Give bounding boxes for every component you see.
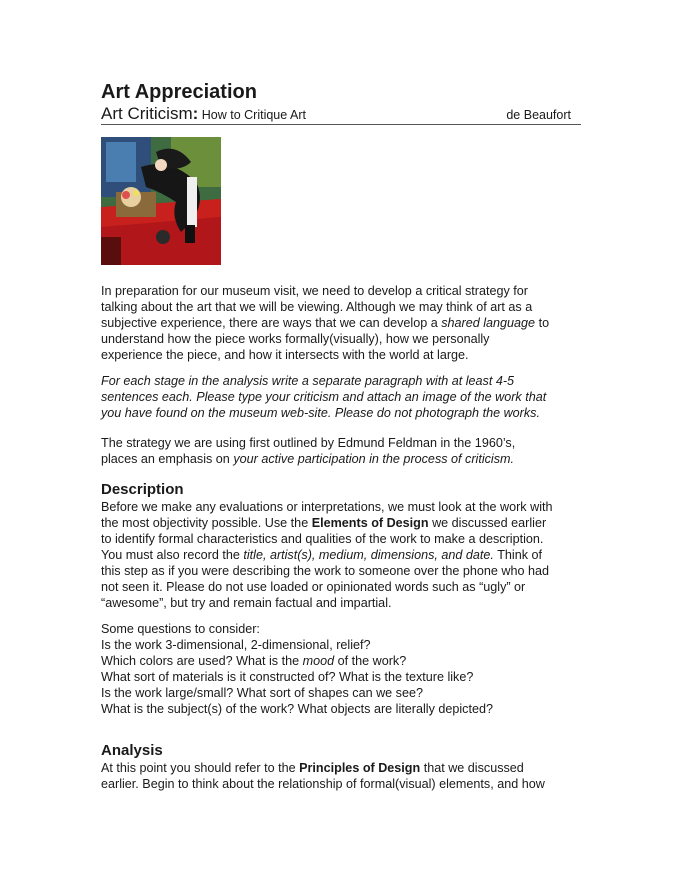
subtitle-row <box>101 104 581 125</box>
emphasis-text: mood <box>302 654 335 668</box>
text-line: In preparation for our museum visit, we need to develop a critical strategy for <box>101 284 528 298</box>
text-line: You must also record the title, artist(s), medium, dimensions, and date. Think of <box>101 548 542 562</box>
text-line: to identify formal characteristics and qualities of the work to make a description. <box>101 532 544 546</box>
description-paragraph <box>101 499 591 611</box>
bold-term: Elements of Design <box>311 516 429 530</box>
question-item: What sort of materials is it constructed of? What is the texture like? <box>101 670 474 684</box>
text-line: The strategy we are using first outlined by Edmund Feldman in the 1960’s, <box>101 436 516 450</box>
subtitle <box>101 104 306 125</box>
subtitle-secondary-text: How to Critique Art <box>198 108 306 122</box>
question-item: Is the work 3-dimensional, 2-dimensional, relief? <box>101 638 371 652</box>
text-line: places an emphasis on your active participation in the process of criticism. <box>101 452 515 466</box>
text-line: Before we make any evaluations or interpretations, we must look at the work with <box>101 500 553 514</box>
instructions-paragraph <box>101 373 591 421</box>
subtitle-main-text: Art Criticism <box>101 104 193 123</box>
strategy-paragraph <box>101 435 591 467</box>
text-line: this step as if you were describing the work to someone over the phone who had <box>101 564 550 578</box>
painting-image <box>101 137 221 265</box>
emphasis-text: your active participation in the process of criticism. <box>233 452 515 466</box>
painting-illustration <box>101 137 221 265</box>
text-line: experience the piece, and how it intersects with the world at large. <box>101 348 469 362</box>
text-line: not seen it. Please do not use loaded or opinionated words such as “ugly” or <box>101 580 526 594</box>
emphasis-text: shared language <box>441 316 536 330</box>
description-heading: Description <box>101 481 184 498</box>
author-name: de Beaufort <box>506 108 571 122</box>
question-item: What is the subject(s) of the work? What objects are literally depicted? <box>101 702 493 716</box>
text-line: At this point you should refer to the Principles of Design that we discussed <box>101 761 524 775</box>
subtitle-colon: : <box>192 104 199 123</box>
questions-intro: Some questions to consider: <box>101 622 260 636</box>
question-item: Which colors are used? What is the mood of the work? <box>101 654 407 668</box>
text-line: the most objectivity possible. Use the Elements of Design we discussed earlier <box>101 516 547 530</box>
text-line: earlier. Begin to think about the relationship of formal(visual) elements, and how <box>101 777 545 791</box>
intro-paragraph <box>101 283 591 363</box>
text-line: sentences each. Please type your criticism and attach an image of the work that <box>101 390 547 404</box>
bold-term: Principles of Design <box>299 761 421 775</box>
text-line: subjective experience, there are ways that we can develop a shared language to <box>101 316 550 330</box>
text-line: understand how the piece works formally(visually), how we personally <box>101 332 490 346</box>
text-line: For each stage in the analysis write a separate paragraph with at least 4-5 <box>101 374 515 388</box>
text-line: “awesome”, but try and remain factual and impartial. <box>101 596 392 610</box>
questions-list <box>101 621 591 717</box>
text-line: you have found on the museum web-site. Please do not photograph the works. <box>101 406 540 420</box>
analysis-heading: Analysis <box>101 742 163 759</box>
analysis-paragraph <box>101 760 591 792</box>
document-title: Art Appreciation <box>101 81 257 103</box>
question-item: Is the work large/small? What sort of shapes can we see? <box>101 686 423 700</box>
emphasis-text: title, artist(s), medium, dimensions, and date. <box>243 548 494 562</box>
text-line: talking about the art that we will be viewing. Although we may think of art as a <box>101 300 533 314</box>
